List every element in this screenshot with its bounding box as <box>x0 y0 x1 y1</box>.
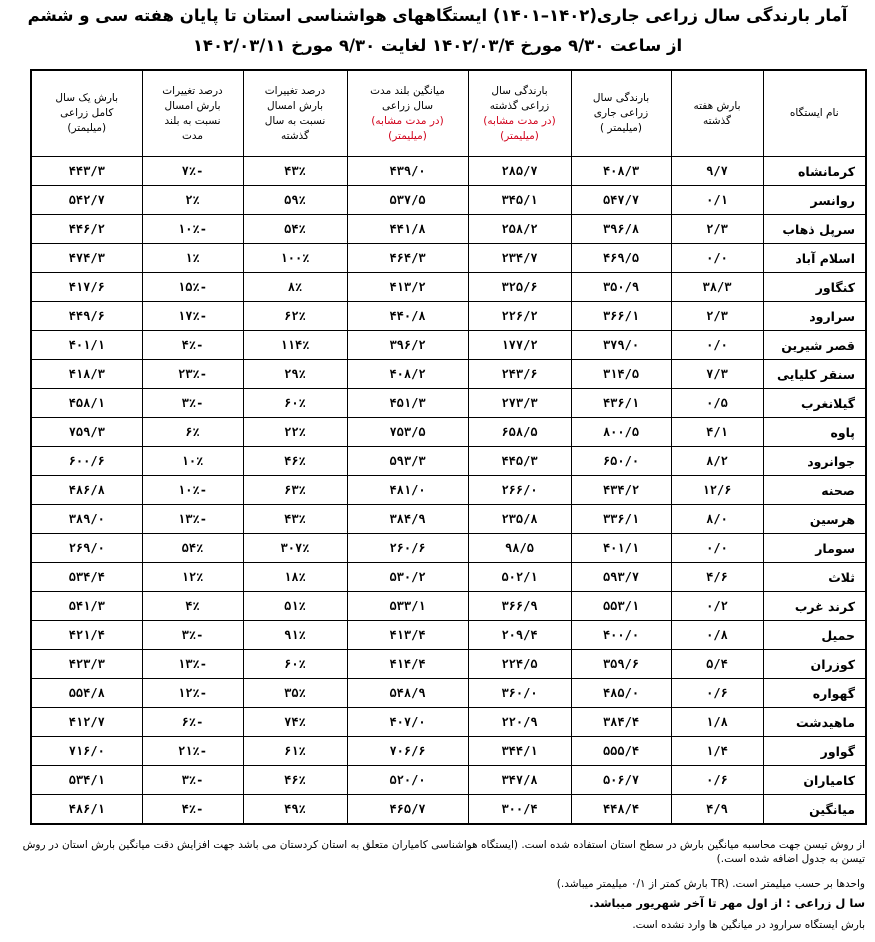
station-name: گهواره <box>763 679 866 708</box>
full-year-cell: ۶۰۰/۶ <box>31 447 142 476</box>
current-year-cell: ۵۵۳/۱ <box>571 592 671 621</box>
last-year-cell: ۳۶۰/۰ <box>468 679 571 708</box>
last-year-cell: ۲۵۸/۲ <box>468 215 571 244</box>
change-long-term-cell: -۱۰٪ <box>142 215 243 244</box>
last-week-cell: ۲/۳ <box>671 302 763 331</box>
header-current-year: بارندگی سال زراعی جاری (میلیمتر ) <box>571 70 671 157</box>
change-last-year-cell: ۶۱٪ <box>243 737 347 766</box>
change-long-term-cell: ۱٪ <box>142 244 243 273</box>
last-week-cell: ۸/۲ <box>671 447 763 476</box>
note-units: واحدها بر حسب میلیمتر است. (TR بارش کمتر از ۰/۱ میلیمتر میباشد.) <box>556 878 865 890</box>
current-year-cell: ۴۳۴/۲ <box>571 476 671 505</box>
last-week-cell: ۰/۰ <box>671 244 763 273</box>
station-name: گواور <box>763 737 866 766</box>
table-body <box>31 157 866 825</box>
last-week-cell: ۰/۶ <box>671 679 763 708</box>
last-week-cell: ۰/۲ <box>671 592 763 621</box>
table-row <box>31 563 866 592</box>
last-year-cell: ۵۰۲/۱ <box>468 563 571 592</box>
change-last-year-cell: ۱۰۰٪ <box>243 244 347 273</box>
table-row <box>31 708 866 737</box>
last-week-cell: ۵/۴ <box>671 650 763 679</box>
change-last-year-cell: ۶۰٪ <box>243 389 347 418</box>
last-week-cell: ۸/۰ <box>671 505 763 534</box>
report-title: آمار بارندگی سال زراعی جاری(۱۴۰۲–۱۴۰۱) ایستگاههای هواشناسی استان تا پایان هفته سی و ششم <box>27 6 848 25</box>
change-last-year-cell: ۶۲٪ <box>243 302 347 331</box>
last-week-cell: ۰/۱ <box>671 186 763 215</box>
long-term-cell: ۴۳۹/۰ <box>347 157 468 186</box>
change-long-term-cell: -۷٪ <box>142 157 243 186</box>
change-long-term-cell: -۳٪ <box>142 621 243 650</box>
table-row <box>31 534 866 563</box>
change-last-year-cell: ۲۹٪ <box>243 360 347 389</box>
last-week-cell: ۴/۱ <box>671 418 763 447</box>
station-name: ثلاث <box>763 563 866 592</box>
change-last-year-cell: ۴۶٪ <box>243 766 347 795</box>
station-name: سنقر کلیایی <box>763 360 866 389</box>
last-year-cell: ۲۲۴/۵ <box>468 650 571 679</box>
full-year-cell: ۴۲۳/۳ <box>31 650 142 679</box>
header-full-year: بارش یک سال کامل زراعی (میلیمتر) <box>31 70 142 157</box>
station-name: سرارود <box>763 302 866 331</box>
full-year-cell: ۴۱۸/۳ <box>31 360 142 389</box>
last-year-cell: ۳۲۵/۶ <box>468 273 571 302</box>
current-year-cell: ۴۰۱/۱ <box>571 534 671 563</box>
last-week-cell: ۹/۷ <box>671 157 763 186</box>
long-term-cell: ۳۹۶/۲ <box>347 331 468 360</box>
station-name: روانسر <box>763 186 866 215</box>
change-long-term-cell: -۱۳٪ <box>142 650 243 679</box>
change-long-term-cell: -۱۳٪ <box>142 505 243 534</box>
change-last-year-cell: ۶۰٪ <box>243 650 347 679</box>
change-long-term-cell: -۳٪ <box>142 766 243 795</box>
long-term-cell: ۴۶۵/۷ <box>347 795 468 825</box>
full-year-cell: ۵۴۲/۷ <box>31 186 142 215</box>
current-year-cell: ۴۸۵/۰ <box>571 679 671 708</box>
table-row <box>31 302 866 331</box>
change-last-year-cell: ۴۶٪ <box>243 447 347 476</box>
current-year-cell: ۳۵۹/۶ <box>571 650 671 679</box>
change-last-year-cell: ۴۳٪ <box>243 505 347 534</box>
full-year-cell: ۲۶۹/۰ <box>31 534 142 563</box>
long-term-cell: ۵۳۳/۱ <box>347 592 468 621</box>
header-last-week: بارش هفته گذشته <box>671 70 763 157</box>
current-year-cell: ۴۳۶/۱ <box>571 389 671 418</box>
last-year-cell: ۱۷۷/۲ <box>468 331 571 360</box>
station-name: گیلانغرب <box>763 389 866 418</box>
last-week-cell: ۰/۰ <box>671 534 763 563</box>
current-year-cell: ۵۰۶/۷ <box>571 766 671 795</box>
current-year-cell: ۸۰۰/۵ <box>571 418 671 447</box>
change-long-term-cell: ۵۴٪ <box>142 534 243 563</box>
station-name: قصر شیرین <box>763 331 866 360</box>
last-year-cell: ۲۰۹/۴ <box>468 621 571 650</box>
table-row <box>31 476 866 505</box>
long-term-cell: ۴۶۴/۳ <box>347 244 468 273</box>
last-year-cell: ۲۸۵/۷ <box>468 157 571 186</box>
station-name: کرند غرب <box>763 592 866 621</box>
change-last-year-cell: ۶۳٪ <box>243 476 347 505</box>
last-week-cell: ۱۲/۶ <box>671 476 763 505</box>
long-term-cell: ۴۸۱/۰ <box>347 476 468 505</box>
last-year-cell: ۲۴۳/۶ <box>468 360 571 389</box>
last-year-cell: ۳۴۴/۱ <box>468 737 571 766</box>
last-week-cell: ۲/۳ <box>671 215 763 244</box>
header-station: نام ایستگاه <box>763 70 866 157</box>
long-term-cell: ۴۰۷/۰ <box>347 708 468 737</box>
full-year-cell: ۴۵۸/۱ <box>31 389 142 418</box>
station-name: اسلام آباد <box>763 244 866 273</box>
current-year-cell: ۳۸۴/۴ <box>571 708 671 737</box>
current-year-cell: ۵۵۵/۴ <box>571 737 671 766</box>
change-long-term-cell: -۶٪ <box>142 708 243 737</box>
change-long-term-cell: -۲۳٪ <box>142 360 243 389</box>
station-name: سرپل ذهاب <box>763 215 866 244</box>
full-year-cell: ۵۵۴/۸ <box>31 679 142 708</box>
current-year-cell: ۳۶۶/۱ <box>571 302 671 331</box>
full-year-cell: ۴۸۶/۸ <box>31 476 142 505</box>
last-year-cell: ۳۴۵/۱ <box>468 186 571 215</box>
last-year-cell: ۲۲۰/۹ <box>468 708 571 737</box>
last-year-cell: ۳۰۰/۴ <box>468 795 571 825</box>
change-last-year-cell: ۴۳٪ <box>243 157 347 186</box>
table-row <box>31 650 866 679</box>
change-long-term-cell: -۱۵٪ <box>142 273 243 302</box>
long-term-cell: ۵۴۸/۹ <box>347 679 468 708</box>
full-year-cell: ۴۱۲/۷ <box>31 708 142 737</box>
current-year-cell: ۴۴۸/۴ <box>571 795 671 825</box>
full-year-cell: ۵۳۴/۴ <box>31 563 142 592</box>
long-term-cell: ۴۱۳/۴ <box>347 621 468 650</box>
header-change-long-term: درصد تغییرات بارش امسال نسبت به بلند مدت <box>142 70 243 157</box>
last-year-cell: ۶۵۸/۵ <box>468 418 571 447</box>
last-week-cell: ۱/۴ <box>671 737 763 766</box>
change-long-term-cell: -۲۱٪ <box>142 737 243 766</box>
change-last-year-cell: ۴۹٪ <box>243 795 347 825</box>
full-year-cell: ۴۰۱/۱ <box>31 331 142 360</box>
long-term-cell: ۴۱۳/۲ <box>347 273 468 302</box>
change-last-year-cell: ۲۲٪ <box>243 418 347 447</box>
full-year-cell: ۴۴۹/۶ <box>31 302 142 331</box>
station-name: حمیل <box>763 621 866 650</box>
change-long-term-cell: -۴٪ <box>142 795 243 825</box>
station-name: هرسین <box>763 505 866 534</box>
header-last-year: بارندگی سال زراعی گذشته (در مدت مشابه) (میلیمتر) <box>468 70 571 157</box>
last-year-cell: ۲۷۳/۳ <box>468 389 571 418</box>
change-last-year-cell: ۱۸٪ <box>243 563 347 592</box>
long-term-cell: ۵۳۰/۲ <box>347 563 468 592</box>
table-row <box>31 447 866 476</box>
change-long-term-cell: -۱۲٪ <box>142 679 243 708</box>
last-week-cell: ۴/۶ <box>671 563 763 592</box>
note-sararood: بارش ایستگاه سرارود در میانگین ها وارد نشده است. <box>632 919 865 931</box>
last-year-cell: ۲۳۴/۷ <box>468 244 571 273</box>
full-year-cell: ۴۲۱/۴ <box>31 621 142 650</box>
current-year-cell: ۳۱۴/۵ <box>571 360 671 389</box>
table-row <box>31 273 866 302</box>
long-term-cell: ۴۱۴/۴ <box>347 650 468 679</box>
station-name: جوانرود <box>763 447 866 476</box>
long-term-cell: ۷۵۳/۵ <box>347 418 468 447</box>
station-name: سومار <box>763 534 866 563</box>
header-change-last-year: درصد تغییرات بارش امسال نسبت به سال گذشته <box>243 70 347 157</box>
last-week-cell: ۰/۵ <box>671 389 763 418</box>
table-row <box>31 592 866 621</box>
long-term-cell: ۴۴۱/۸ <box>347 215 468 244</box>
table-row <box>31 418 866 447</box>
current-year-cell: ۴۰۰/۰ <box>571 621 671 650</box>
long-term-cell: ۴۴۰/۸ <box>347 302 468 331</box>
last-week-cell: ۰/۰ <box>671 331 763 360</box>
table-row <box>31 766 866 795</box>
table-row <box>31 215 866 244</box>
current-year-cell: ۶۵۰/۰ <box>571 447 671 476</box>
table-row <box>31 795 866 825</box>
station-name: کوزران <box>763 650 866 679</box>
full-year-cell: ۴۱۷/۶ <box>31 273 142 302</box>
full-year-cell: ۴۷۴/۳ <box>31 244 142 273</box>
table-row <box>31 737 866 766</box>
last-year-cell: ۲۲۶/۲ <box>468 302 571 331</box>
full-year-cell: ۴۸۶/۱ <box>31 795 142 825</box>
change-last-year-cell: ۳۰۷٪ <box>243 534 347 563</box>
current-year-cell: ۳۹۶/۸ <box>571 215 671 244</box>
station-name: کنگاور <box>763 273 866 302</box>
change-long-term-cell: -۱۰٪ <box>142 476 243 505</box>
last-year-cell: ۹۸/۵ <box>468 534 571 563</box>
station-name: کرمانشاه <box>763 157 866 186</box>
long-term-cell: ۴۵۱/۳ <box>347 389 468 418</box>
change-long-term-cell: ۱۲٪ <box>142 563 243 592</box>
change-long-term-cell: ۴٪ <box>142 592 243 621</box>
table-row <box>31 157 866 186</box>
last-year-cell: ۴۴۵/۳ <box>468 447 571 476</box>
change-long-term-cell: ۶٪ <box>142 418 243 447</box>
full-year-cell: ۴۴۳/۳ <box>31 157 142 186</box>
station-name: صحنه <box>763 476 866 505</box>
change-long-term-cell: ۱۰٪ <box>142 447 243 476</box>
table-row <box>31 331 866 360</box>
change-long-term-cell: -۱۷٪ <box>142 302 243 331</box>
current-year-cell: ۵۹۳/۷ <box>571 563 671 592</box>
last-year-cell: ۲۳۵/۸ <box>468 505 571 534</box>
change-last-year-cell: ۷۴٪ <box>243 708 347 737</box>
table-row <box>31 389 866 418</box>
note-agri-year: سا ل زراعی : از اول مهر تا آخر شهریور میباشد. <box>589 896 865 910</box>
note-thiessen: از روش تیسن جهت محاسبه میانگین بارش در سطح استان استفاده شده است. (ایستگاه هواشناسی کامیاران متعلق به استان کردستان می باشد جهت افزایش دقت میانگین بارش استان در روش تیسن به جدول اضافه شده است.) <box>22 839 865 865</box>
last-week-cell: ۴/۹ <box>671 795 763 825</box>
long-term-cell: ۵۳۷/۵ <box>347 186 468 215</box>
station-name: ماهیدشت <box>763 708 866 737</box>
last-week-cell: ۷/۳ <box>671 360 763 389</box>
current-year-cell: ۴۰۸/۳ <box>571 157 671 186</box>
full-year-cell: ۷۵۹/۳ <box>31 418 142 447</box>
long-term-cell: ۲۶۰/۶ <box>347 534 468 563</box>
full-year-cell: ۳۸۹/۰ <box>31 505 142 534</box>
change-last-year-cell: ۹۱٪ <box>243 621 347 650</box>
station-name: میانگین <box>763 795 866 825</box>
full-year-cell: ۷۱۶/۰ <box>31 737 142 766</box>
last-week-cell: ۱/۸ <box>671 708 763 737</box>
report-date-range: از ساعت ۹/۳۰ مورخ ۱۴۰۲/۰۳/۴ لغایت ۹/۳۰ مورخ ۱۴۰۲/۰۳/۱۱ <box>192 36 683 55</box>
change-last-year-cell: ۸٪ <box>243 273 347 302</box>
change-long-term-cell: ۲٪ <box>142 186 243 215</box>
full-year-cell: ۵۳۴/۱ <box>31 766 142 795</box>
change-last-year-cell: ۵۱٪ <box>243 592 347 621</box>
station-name: پاوه <box>763 418 866 447</box>
long-term-cell: ۵۲۰/۰ <box>347 766 468 795</box>
change-last-year-cell: ۳۵٪ <box>243 679 347 708</box>
header-long-term: میانگین بلند مدت سال زراعی (در مدت مشابه) (میلیمتر) <box>347 70 468 157</box>
full-year-cell: ۴۴۶/۲ <box>31 215 142 244</box>
last-year-cell: ۳۶۶/۹ <box>468 592 571 621</box>
current-year-cell: ۵۴۷/۷ <box>571 186 671 215</box>
header-row <box>31 70 866 157</box>
current-year-cell: ۳۳۶/۱ <box>571 505 671 534</box>
last-week-cell: ۳۸/۳ <box>671 273 763 302</box>
long-term-cell: ۵۹۳/۳ <box>347 447 468 476</box>
full-year-cell: ۵۴۱/۳ <box>31 592 142 621</box>
long-term-cell: ۴۰۸/۲ <box>347 360 468 389</box>
long-term-cell: ۳۸۴/۹ <box>347 505 468 534</box>
table-row <box>31 505 866 534</box>
table-row <box>31 244 866 273</box>
last-year-cell: ۲۶۶/۰ <box>468 476 571 505</box>
last-year-cell: ۳۴۷/۸ <box>468 766 571 795</box>
change-long-term-cell: -۳٪ <box>142 389 243 418</box>
change-last-year-cell: ۱۱۴٪ <box>243 331 347 360</box>
rainfall-table <box>30 69 867 825</box>
table-row <box>31 679 866 708</box>
change-long-term-cell: -۴٪ <box>142 331 243 360</box>
last-week-cell: ۰/۶ <box>671 766 763 795</box>
station-name: کامیاران <box>763 766 866 795</box>
last-week-cell: ۰/۸ <box>671 621 763 650</box>
change-last-year-cell: ۵۴٪ <box>243 215 347 244</box>
current-year-cell: ۳۵۰/۹ <box>571 273 671 302</box>
table-row <box>31 621 866 650</box>
table-row <box>31 360 866 389</box>
table-row <box>31 186 866 215</box>
current-year-cell: ۳۷۹/۰ <box>571 331 671 360</box>
change-last-year-cell: ۵۹٪ <box>243 186 347 215</box>
current-year-cell: ۴۶۹/۵ <box>571 244 671 273</box>
long-term-cell: ۷۰۶/۶ <box>347 737 468 766</box>
